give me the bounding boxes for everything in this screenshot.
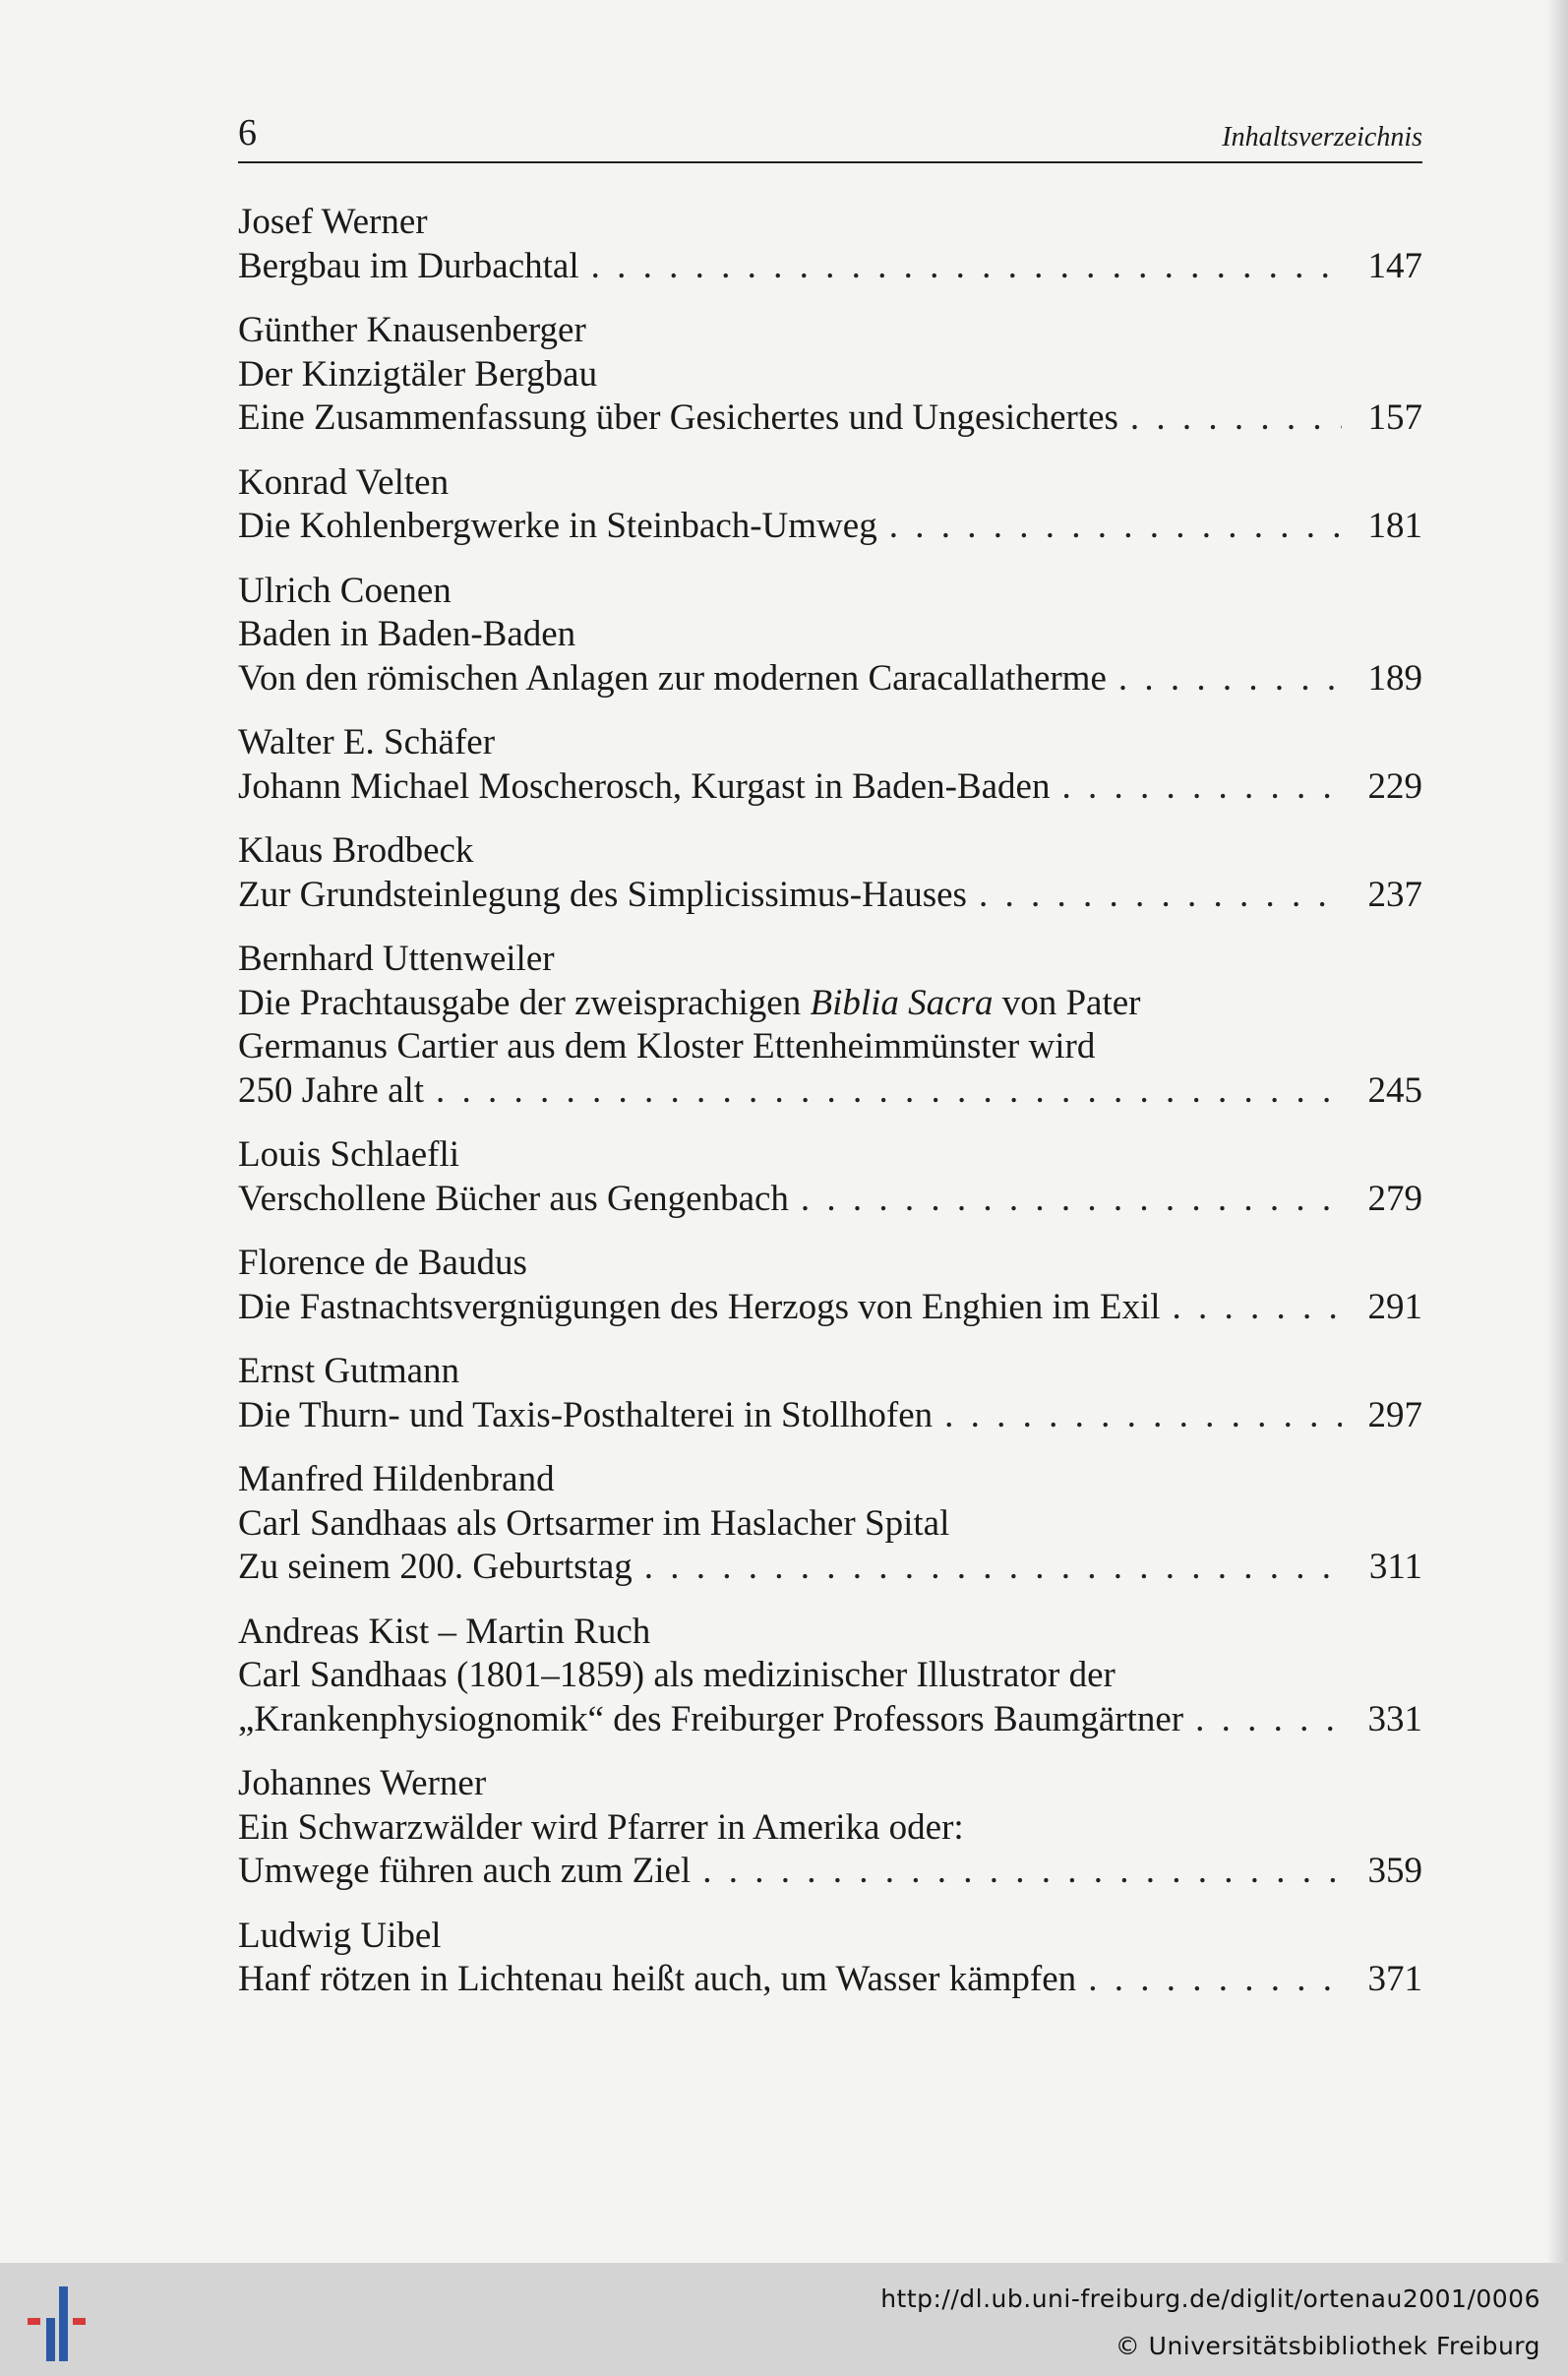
toc-entry <box>238 201 1422 288</box>
dot-leader <box>1088 1958 1342 2002</box>
entry-author: Ludwig Uibel <box>238 1915 442 1956</box>
entry-title-line <box>238 1394 1422 1438</box>
dot-leader <box>591 245 1342 289</box>
dot-leader <box>944 1394 1342 1438</box>
entry-title-line <box>238 1698 1422 1742</box>
permalink-url[interactable]: http://dl.ub.uni-freiburg.de/diglit/ortenau2001/0006 <box>880 2285 1540 2313</box>
entry-title-line <box>238 1546 1422 1590</box>
toc-entry <box>238 1762 1422 1894</box>
entry-page-number: 181 <box>1367 506 1422 546</box>
entry-subtitle: Von den römischen Anlagen zur modernen Caracallatherme <box>238 657 1107 699</box>
entry-title-line <box>238 505 1422 549</box>
toc-entry <box>238 1458 1422 1590</box>
toc-entry <box>238 1350 1422 1437</box>
title-italic-text: Biblia Sacra <box>810 982 994 1023</box>
entry-title: Die Kohlenbergwerke in Steinbach-Umweg <box>238 506 877 546</box>
entry-subtitle: Eine Zusammenfassung über Gesichertes und Ungesichertes <box>238 397 1118 438</box>
entry-author: Günther Knausenberger <box>238 310 586 350</box>
entry-title: Carl Sandhaas (1801–1859) als medizinischer Illustrator der <box>238 1655 1116 1695</box>
entry-title: „Krankenphysiognomik“ des Freiburger Professors Baumgärtner <box>238 1698 1184 1739</box>
dot-leader <box>979 874 1342 918</box>
toc-entry <box>238 570 1422 701</box>
entry-page-number: 229 <box>1367 765 1422 807</box>
dot-leader <box>1195 1698 1342 1742</box>
toc-entry <box>238 938 1422 1113</box>
entry-subtitle: Zu seinem 200. Geburtstag <box>238 1547 633 1587</box>
entry-title-line <box>238 874 1422 918</box>
copyright-notice: © Universitätsbibliothek Freiburg <box>1115 2332 1540 2360</box>
dot-leader <box>889 505 1342 549</box>
entry-title: Umwege führen auch zum Ziel <box>238 1851 692 1891</box>
entry-author: Manfred Hildenbrand <box>238 1459 555 1499</box>
entry-title: Die Fastnachtsvergnügungen des Herzogs von Enghien im Exil <box>238 1286 1161 1327</box>
entry-title-line <box>238 1178 1422 1222</box>
toc-entry <box>238 309 1422 441</box>
entry-author: Konrad Velten <box>238 461 450 503</box>
entry-author: Johannes Werner <box>238 1763 487 1803</box>
dot-leader <box>1061 765 1342 810</box>
entry-title: Der Kinzigtäler Bergbau <box>238 353 598 395</box>
entry-title-line <box>238 1850 1422 1894</box>
entry-title-line <box>238 1958 1422 2002</box>
entry-author: Walter E. Schäfer <box>238 722 496 762</box>
dot-leader <box>436 1069 1342 1114</box>
toc-entry <box>238 1242 1422 1329</box>
entry-title: Hanf rötzen in Lichtenau heißt auch, um Wasser kämpfen <box>238 1959 1077 1999</box>
dot-leader <box>1118 657 1342 701</box>
toc-entry <box>238 461 1422 549</box>
entry-author: Florence de Baudus <box>238 1243 527 1283</box>
dot-leader <box>702 1850 1342 1894</box>
entry-author: Bernhard Uttenweiler <box>238 939 555 979</box>
entry-page-number: 291 <box>1367 1286 1422 1327</box>
entry-title: 250 Jahre alt <box>238 1069 425 1111</box>
entry-author: Andreas Kist – Martin Ruch <box>238 1611 651 1652</box>
entry-page-number: 157 <box>1367 397 1422 438</box>
toc-entry <box>238 721 1422 809</box>
entry-page-number: 245 <box>1367 1069 1422 1111</box>
toc-entry <box>238 829 1422 917</box>
toc-entry <box>238 1915 1422 2002</box>
dot-leader <box>801 1178 1342 1222</box>
entry-page-number: 311 <box>1368 1547 1422 1587</box>
entry-page-number: 147 <box>1367 245 1422 286</box>
entry-title-line <box>238 765 1422 810</box>
entry-title: Die Thurn- und Taxis-Posthalterei in Stollhofen <box>238 1394 934 1435</box>
page-edge-shadow <box>1546 0 1568 2263</box>
entry-page-number: 331 <box>1367 1698 1422 1739</box>
entry-title-line <box>238 1069 1422 1114</box>
entry-title <box>238 982 1422 1026</box>
entry-page-number: 237 <box>1367 874 1422 915</box>
title-text: Die Prachtausgabe der zweisprachigen <box>238 982 811 1023</box>
entry-author: Klaus Brodbeck <box>238 830 474 871</box>
running-title: Inhaltsverzeichnis <box>1222 122 1422 152</box>
entry-page-number: 371 <box>1367 1959 1422 1999</box>
entry-title-line <box>238 1286 1422 1330</box>
entry-page-number: 359 <box>1367 1851 1422 1891</box>
page-header <box>238 110 1422 163</box>
entry-title: Germanus Cartier aus dem Kloster Ettenheimmünster wird <box>238 1026 1096 1066</box>
dot-leader <box>644 1546 1342 1590</box>
entry-page-number: 279 <box>1367 1178 1422 1219</box>
entry-title: Carl Sandhaas als Ortsarmer im Haslacher Spital <box>238 1502 950 1544</box>
entry-title-line <box>238 396 1422 441</box>
entry-title: Verschollene Bücher aus Gengenbach <box>238 1178 789 1219</box>
entry-page-number: 189 <box>1367 657 1422 699</box>
entry-author: Ernst Gutmann <box>238 1351 460 1391</box>
entry-title: Zur Grundsteinlegung des Simplicissimus-Hauses <box>238 874 967 915</box>
page-number: 6 <box>238 112 257 153</box>
table-of-contents <box>238 201 1422 2023</box>
toc-entry <box>238 1611 1422 1742</box>
entry-title-line <box>238 245 1422 289</box>
entry-page-number: 297 <box>1367 1394 1422 1435</box>
entry-title-line <box>238 657 1422 701</box>
entry-title: Johann Michael Moscherosch, Kurgast in Baden-Baden <box>238 765 1051 807</box>
toc-entry <box>238 1133 1422 1221</box>
dot-leader <box>1130 396 1342 441</box>
entry-title: Bergbau im Durbachtal <box>238 245 579 286</box>
entry-author: Louis Schlaefli <box>238 1134 460 1175</box>
entry-title: Baden in Baden-Baden <box>238 614 576 654</box>
entry-author: Josef Werner <box>238 202 428 242</box>
title-text: von Pater <box>993 982 1141 1023</box>
ub-freiburg-logo-icon <box>20 2285 102 2363</box>
entry-author: Ulrich Coenen <box>238 570 452 611</box>
dot-leader <box>1173 1286 1342 1330</box>
entry-title: Ein Schwarzwälder wird Pfarrer in Amerika oder: <box>238 1806 964 1848</box>
viewer-footer <box>0 2263 1568 2376</box>
